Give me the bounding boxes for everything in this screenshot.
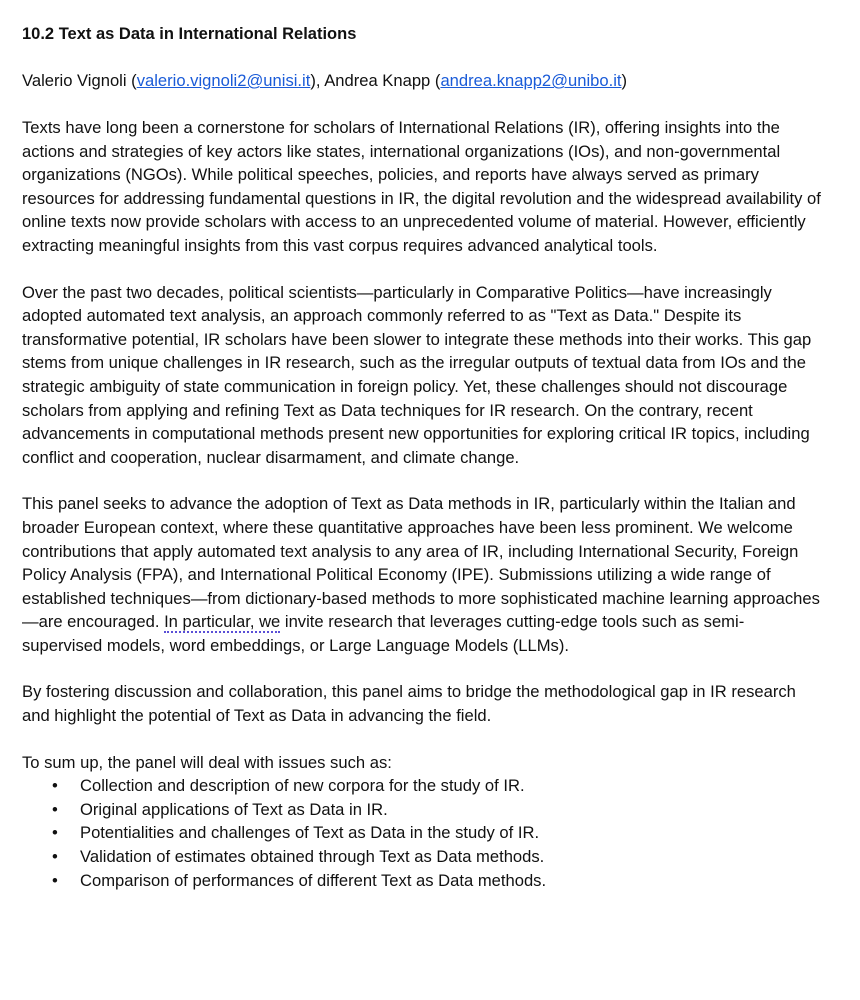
author-line: Valerio Vignoli (valerio.vignoli2@unisi.it), Andrea Knapp (andrea.knapp2@unibo.it) [22, 71, 628, 90]
issues-intro: To sum up, the panel will deal with issues such as: [22, 752, 392, 772]
issues-list [22, 774, 822, 892]
paragraph-conclusion: By fostering discussion and collaboration, this panel aims to bridge the methodological gap in IR research and highlight the potential of Text as Data in advancing the field. [22, 682, 796, 726]
bullet-icon: • [52, 870, 58, 890]
author-2-name: Andrea Knapp [324, 71, 431, 90]
bullet-icon: • [52, 776, 58, 796]
list-item: • Comparison of performances of different Text as Data methods. [22, 869, 822, 893]
list-item: • Validation of estimates obtained through Text as Data methods. [22, 845, 822, 869]
paragraph-background: Over the past two decades, political scientists—particularly in Comparative Politics—have increasingly adopted automated text analysis, an approach commonly referred to as "Text as Data." Despite its transformative potential, IR scholars have been slower to integrate these methods into their works. This gap stems from unique challenges in IR research, such as the irregular outputs of textual data from IOs and the strategic ambiguity of state communication in foreign policy. Yet, these challenges should not discourage scholars from applying and refining Text as Data techniques for IR research. On the contrary, recent advancements in computational methods present new opportunities for exploring critical IR topics, including conflict and cooperation, nuclear disarmament, and climate change. [22, 282, 812, 467]
list-item: • Collection and description of new corpora for the study of IR. [22, 774, 822, 798]
list-item: • Original applications of Text as Data in IR. [22, 798, 822, 822]
bullet-icon: • [52, 799, 58, 819]
list-item: • Potentialities and challenges of Text as Data in the study of IR. [22, 821, 822, 845]
bullet-icon: • [52, 847, 58, 867]
document-page [22, 22, 822, 892]
paragraph-intro: Texts have long been a cornerstone for scholars of International Relations (IR), offering insights into the actions and strategies of key actors like states, international organizations (IOs), and non-governmental organizations (NGOs). While political speeches, policies, and reports have always served as primary resources for addressing fundamental questions in IR, the digital revolution and the widespread availability of online texts now provide scholars with access to an unprecedented volume of material. However, efficiently extracting meaningful insights from this vast corpus requires advanced analytical tools. [22, 118, 821, 255]
paragraph-panel-aims: This panel seeks to advance the adoption of Text as Data methods in IR, particularly within the Italian and broader European context, where these quantitative approaches have been less prominent. We welcome contributions that apply automated text analysis to any area of IR, including International Security, Foreign Policy Analysis (FPA), and International Political Economy (IPE). Submissions utilizing a wide range of established techniques—from dictionary-based methods to more sophisticated machine learning approaches—are encouraged. In particular, we invite research that leverages cutting-edge tools such as semi-supervised models, word embeddings, or Large Language Models (LLMs). [22, 494, 820, 655]
author-1-email-link[interactable]: valerio.vignoli2@unisi.it [136, 71, 311, 90]
bullet-icon: • [52, 823, 58, 843]
section-title: 10.2 Text as Data in International Relations [22, 25, 357, 43]
author-1-name: Valerio Vignoli [22, 71, 127, 90]
grammar-suggestion-mark[interactable]: In particular, we [164, 612, 281, 632]
author-2-email-link[interactable]: andrea.knapp2@unibo.it [440, 71, 622, 90]
